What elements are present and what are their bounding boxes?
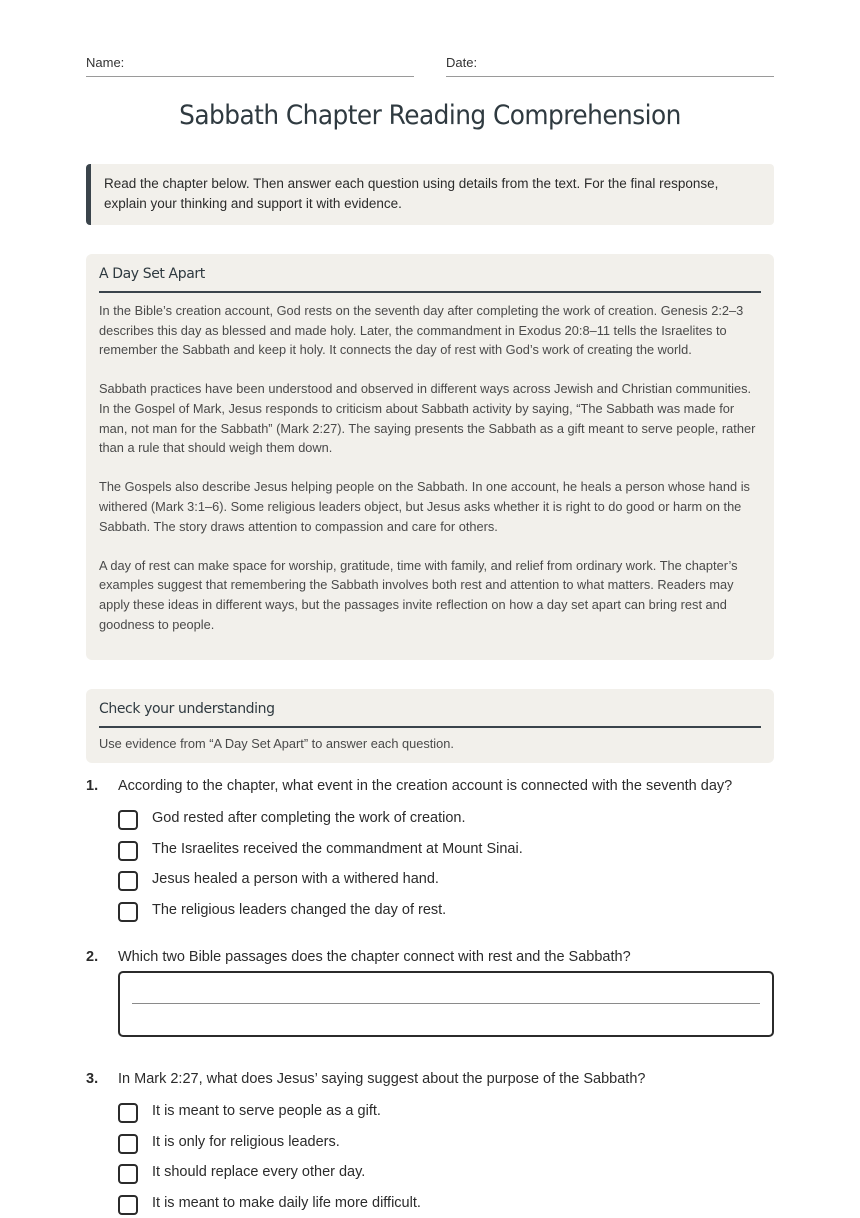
checkbox[interactable]	[118, 1134, 138, 1154]
answer-option[interactable]	[118, 1095, 774, 1126]
check-heading: Check your understanding	[99, 701, 761, 728]
answer-option[interactable]	[118, 1156, 774, 1187]
answer-option[interactable]	[118, 894, 774, 925]
option-label: It is meant to serve people as a gift.	[152, 1103, 381, 1119]
option-label: God rested after completing the work of creation.	[152, 810, 466, 826]
passage-paragraph-1: In the Bible’s creation account, God rests on the seventh day after completing the work of creation. Genesis 2:2–3 describes this day as blessed and made holy. Later, the commandment in Exodus 20:8–11 tells the Israelites to remember the Sabbath and keep it holy. It connects the day of rest with God’s work of creating the world.	[99, 303, 744, 358]
answer-option[interactable]	[118, 833, 774, 864]
short-answer-box[interactable]	[118, 971, 774, 1037]
checkbox[interactable]	[118, 1103, 138, 1123]
passage-heading: A Day Set Apart	[99, 266, 761, 293]
question-number: 1.	[86, 778, 99, 794]
page-title: Sabbath Chapter Reading Comprehension	[179, 100, 681, 131]
answer-options	[118, 802, 774, 925]
instructions-callout: Read the chapter below. Then answer each question using details from the text. For the final response, explain your thinking and support it with evidence.	[86, 164, 774, 225]
question-number: 2.	[86, 949, 99, 965]
option-label: It should replace every other day.	[152, 1164, 366, 1181]
answer-line	[132, 1003, 760, 1004]
answer-option[interactable]	[118, 802, 774, 833]
name-field[interactable]	[86, 54, 414, 77]
name-label: Name:	[86, 55, 125, 70]
answer-options	[118, 1095, 774, 1218]
checkbox[interactable]	[118, 841, 138, 861]
option-label: It is meant to make daily life more difficult.	[152, 1195, 421, 1212]
date-field[interactable]	[446, 54, 774, 77]
student-info-fields	[86, 54, 774, 76]
answer-option[interactable]	[118, 1187, 774, 1218]
passage-paragraph-2: Sabbath practices have been understood and observed in different ways across Jewish and Christian communities. In the Gospel of Mark, Jesus responds to criticism about Sabbath activity by saying, “The Sabbath was made for man, not man for the Sabbath” (Mark 2:27). The saying presents the Sabbath as a gift meant to serve people, rather than a rule that should weigh them down.	[99, 381, 756, 456]
answer-option[interactable]	[118, 1126, 774, 1157]
checkbox[interactable]	[118, 871, 138, 891]
question-text: Which two Bible passages does the chapter connect with rest and the Sabbath?	[118, 949, 631, 965]
date-label: Date:	[446, 55, 478, 70]
check-subtext: Use evidence from “A Day Set Apart” to answer each question.	[99, 736, 454, 751]
answer-option[interactable]	[118, 863, 774, 894]
passage-paragraph-3: The Gospels also describe Jesus helping people on the Sabbath. In one account, he heals a person whose hand is withered (Mark 3:1–6). Some religious leaders object, but Jesus asks whether it is right to do good or harm on the Sabbath. The story draws attention to compassion and care for others.	[99, 479, 750, 534]
option-label: The Israelites received the commandment at Mount Sinai.	[152, 840, 523, 857]
checkbox[interactable]	[118, 902, 138, 922]
checkbox[interactable]	[118, 810, 138, 830]
option-label: The religious leaders changed the day of rest.	[152, 902, 447, 919]
checkbox[interactable]	[118, 1164, 138, 1184]
check-understanding-box	[86, 689, 774, 763]
question-text: According to the chapter, what event in the creation account is connected with the seventh day?	[118, 778, 733, 794]
option-label: It is only for religious leaders.	[152, 1133, 340, 1150]
reading-passage	[86, 254, 774, 660]
checkbox[interactable]	[118, 1195, 138, 1215]
option-label: Jesus healed a person with a withered hand.	[152, 871, 439, 888]
question-number: 3.	[86, 1071, 99, 1087]
passage-paragraph-4: A day of rest can make space for worship, gratitude, time with family, and relief from ordinary work. The chapter’s examples suggest that remembering the Sabbath involves both rest and attention to what matters. Readers may apply these ideas in different ways, but the passages invite reflection on how a day set apart can bring rest and goodness to people.	[99, 557, 738, 632]
question-text: In Mark 2:27, what does Jesus’ saying suggest about the purpose of the Sabbath?	[118, 1071, 646, 1087]
